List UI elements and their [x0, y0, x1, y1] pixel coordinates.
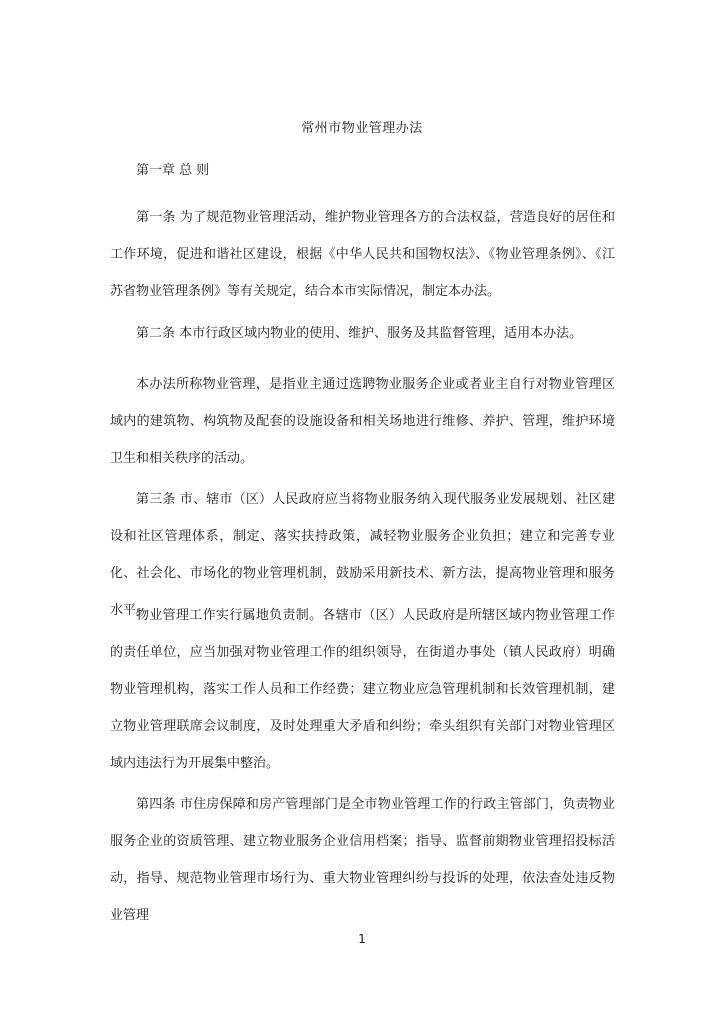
page-number: 1: [358, 932, 366, 946]
paragraph-local-responsibility: 物业管理工作实行属地负责制。各辖市（区）人民政府是所辖区域内物业管理工作的责任单位，应当加强对物业管理工作的组织领导，在街道办事处（镇人民政府）明确物业管理机构，落实工作人员和工作经费；建立物业应急管理机制和长效管理机制，建立物业管理联席会议制度，及时处理重大矛盾和纠纷；牵头组织有关部门对物业管理区域内违法行为开展集中整治。: [110, 608, 615, 771]
paragraph-definition: 本办法所称物业管理，是指业主通过选聘物业服务企业或者业主自行对物业管理区域内的建筑物、构筑物及配套的设施设备和相关场地进行维修、养护、管理，维护环境卫生和相关秩序的活动。: [110, 377, 615, 466]
paragraph-article-3: 第三条 市、辖市（区）人民政府应当将物业服务纳入现代服务业发展规划、社区建设和社区管理体系，制定、落实扶持政策，减轻物业服务企业负担；建立和完善专业化、社会化、市场化的物业管理机制，鼓励采用新技术、新方法，提高物业管理和服务水平。: [110, 492, 615, 618]
paragraph-article-4: 第四条 市住房保障和房产管理部门是全市物业管理工作的行政主管部门，负责物业服务企业的资质管理、建立物业服务企业信用档案；指导、监督前期物业管理招投标活动，指导、规范物业管理市场行为、重大物业管理纠纷与投诉的处理，依法查处违反物业管理: [110, 797, 615, 923]
paragraph-article-2: 第二条 本市行政区域内物业的使用、维护、服务及其监督管理，适用本办法。: [136, 326, 583, 341]
paragraph-article-1: 第一条 为了规范物业管理活动，维护物业管理各方的合法权益，营造良好的居住和工作环境，促进和谐社区建设，根据《中华人民共和国物权法》、《物业管理条例》、《江苏省物业管理条例》等有关规定，结合本市实际情况，制定本办法。: [110, 210, 615, 299]
document-title: 常州市物业管理办法: [301, 121, 423, 136]
chapter-heading: 第一章 总 则: [136, 163, 210, 178]
